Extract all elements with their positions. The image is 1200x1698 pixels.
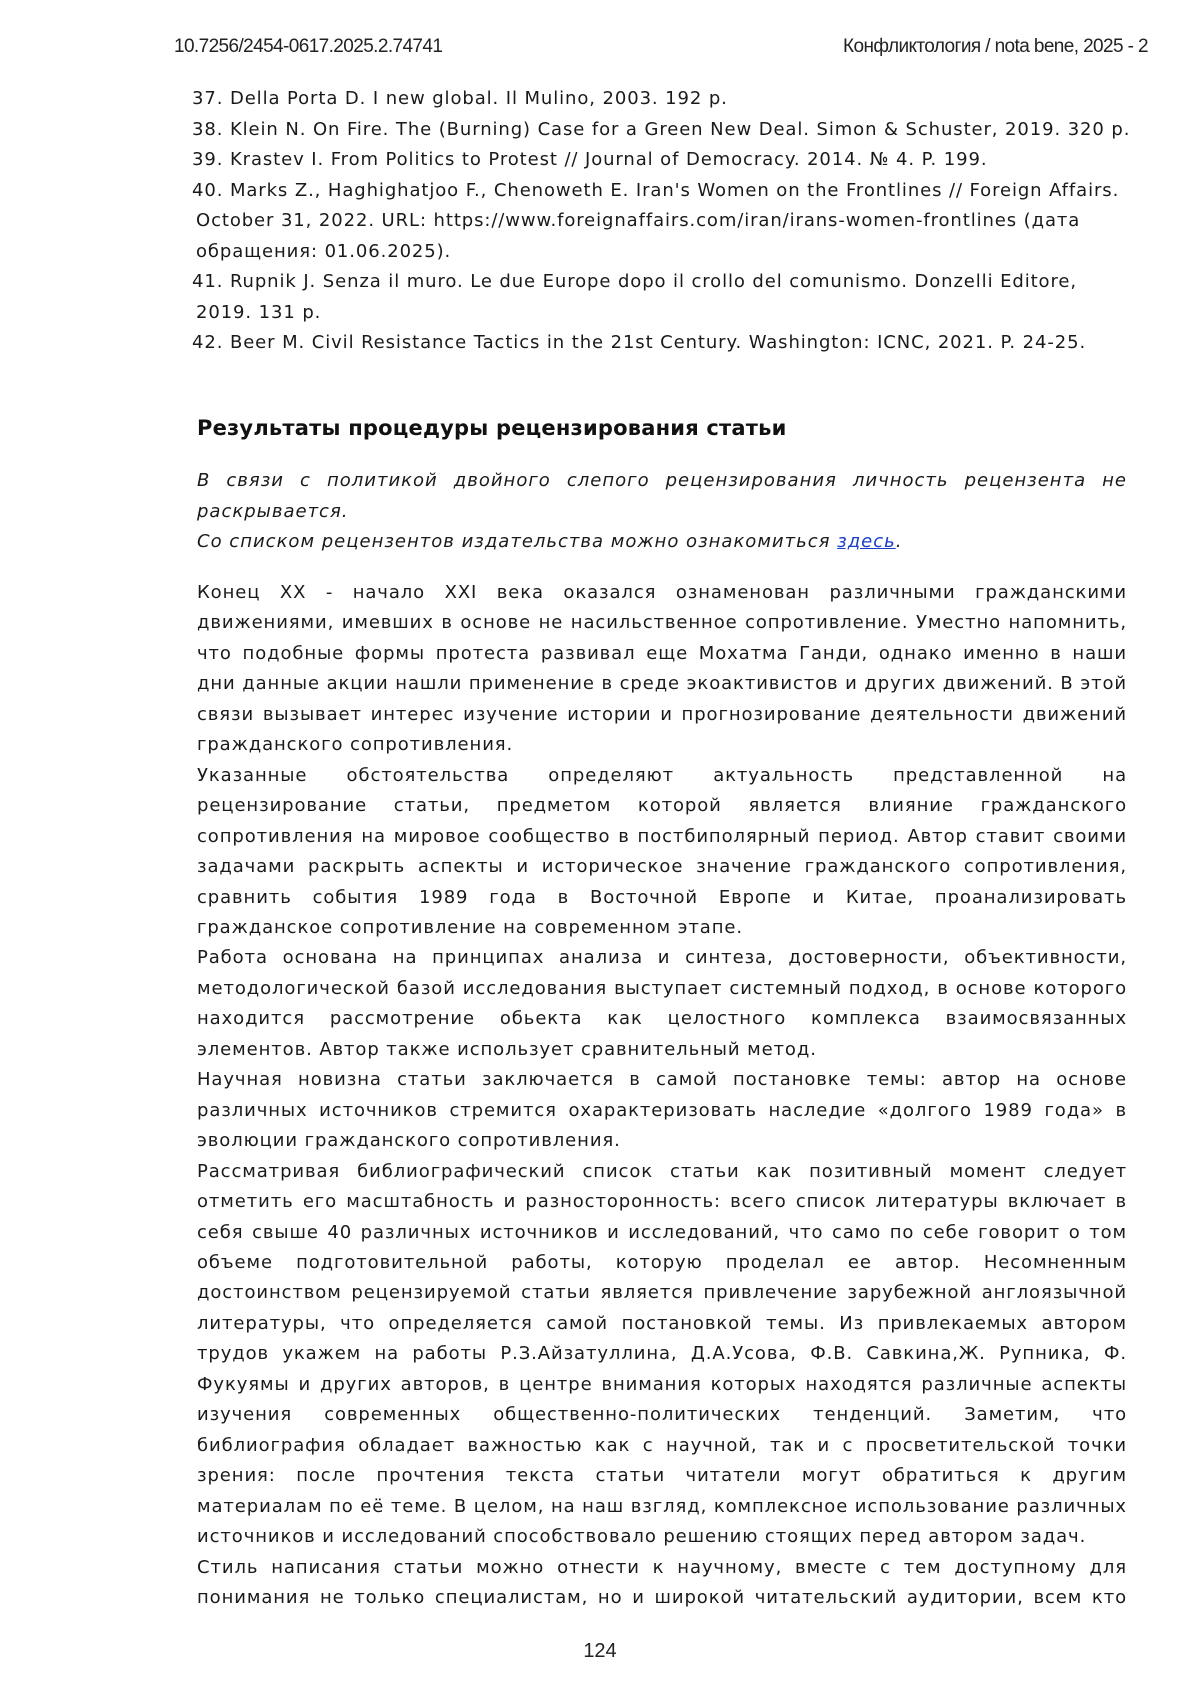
review-paragraph: Научная новизна статьи заключается в самой постановке темы: автор на основе различных источников стремится охарактеризовать наследие «долгого 1989 года» в эволюции гражданского сопротивления. [197, 1069, 1127, 1152]
reference-list [192, 84, 1136, 359]
reference-item: 37. Della Porta D. I new global. Il Mulino, 2003. 192 p. [192, 88, 728, 109]
reference-item: 40. Marks Z., Haghighatjoo F., Chenoweth E. Iran's Women on the Frontlines // Foreign Affairs. October 31, 2022. URL: https://www.foreignaffairs.com/iran/irans-women-frontlines (дата обращения: 01.06.2025). [192, 179, 1120, 262]
reference-item: 39. Krastev I. From Politics to Protest // Journal of Democracy. 2014. № 4. P. 199. [192, 149, 988, 170]
anonymity-note: В связи с политикой двойного слепого рецензирования личность рецензента не раскрывается. [197, 470, 1127, 522]
reviewers-list-text: Со списком рецензентов издательства можно ознакомиться [197, 531, 838, 552]
review-paragraph: Работа основана на принципах анализа и синтеза, достоверности, объективности, методологической базой исследования выступает системный подход, в основе которого находится рассмотрение обьекта как целостного комплекса взаимосвязанных элементов. Автор также использует сравнительный метод. [197, 947, 1127, 1060]
review-paragraph: Рассматривая библиографический список статьи как позитивный момент следует отметить его масштабность и разносторонность: всего список литературы включает в себя свыше 40 различных источников и исследований, что само по себе говорит о том объеме подготовительной работы, которую проделал ее автор. Несомненным достоинством рецензируемой статьи является привлечение зарубежной англоязычной литературы, что определяется самой постановкой темы. Из привлекаемых автором трудов укажем на работы Р.З.Айзатуллина, Д.А.Усова, Ф.В. Савкина,Ж. Рупника, Ф. Фукуямы и других авторов, в центре внимания которых находятся различные аспекты изучения современных общественно-политических тенденций. Заметим, что библиография обладает важностью как с научной, так и с просветительской точки зрения: после прочтения текста статьи читатели могут обратиться к другим материалам по её теме. В целом, на наш взгляд, комплексное использование различных источников и исследований способствовало решению стоящих перед автором задач. [197, 1160, 1127, 1548]
reference-item: 41. Rupnik J. Senza il muro. Le due Europe dopo il crollo del comunismo. Donzelli Editore, 2019. 131 p. [192, 271, 1077, 323]
reference-item: 38. Klein N. On Fire. The (Burning) Case for a Green New Deal. Simon & Schuster, 2019. 320 p. [192, 118, 1131, 140]
review-paragraph: Стиль написания статьи можно отнести к научному, вместе с тем доступному для понимания не только специалистам, но и широкой читательский аудитории, всем кто [197, 1556, 1127, 1608]
reviewers-list-link[interactable]: здесь [837, 531, 896, 552]
reference-item: 42. Beer M. Civil Resistance Tactics in the 21st Century. Washington: ICNC, 2021. P. 24-25. [192, 332, 1087, 353]
review-paragraph: Указанные обстоятельства определяют актуальность представленной на рецензирование статьи, предметом которой является влияние гражданского сопротивления на мировое сообщество в постбиполярный период. Автор ставит своими задачами раскрыть аспекты и историческое значение гражданского сопротивления, сравнить события 1989 года в Восточной Европе и Китае, проанализировать гражданское сопротивление на современном этапе. [197, 764, 1127, 938]
review-body [197, 578, 1127, 1613]
reviewers-list-note [197, 527, 1127, 558]
review-note [197, 466, 1127, 558]
review-section-title: Результаты процедуры рецензирования статьи [197, 416, 787, 440]
journal-header: Конфликтология / nota bene, 2025 - 2 [843, 36, 1148, 57]
doi-header: 10.7256/2454-0617.2025.2.74741 [174, 36, 443, 57]
review-paragraph: Конец XX - начало XXI века оказался ознаменован различными гражданскими движениями, имевших в основе не насильственное сопротивление. Уместно напомнить, что подобные формы протеста развивал еще Мохатма Ганди, однако именно в наши дни данные акции нашли применение в среде экоактивистов и других движений. В этой связи вызывает интерес изучение истории и прогнозирование деятельности движений гражданского сопротивления. [197, 582, 1127, 756]
reviewers-list-end: . [895, 531, 903, 552]
page-number: 124 [583, 1640, 617, 1662]
